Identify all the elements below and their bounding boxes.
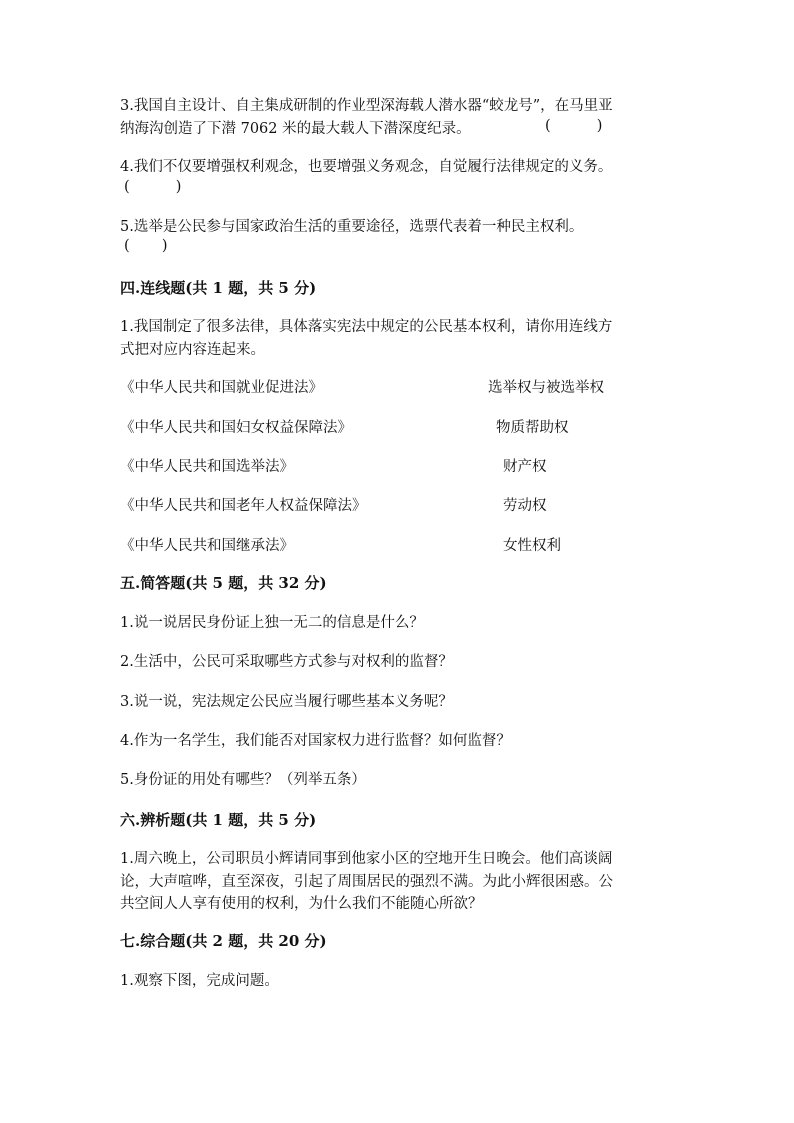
law-item: 《中华人民共和国继承法》 [120, 538, 294, 554]
judge-q3-answer-bracket[interactable]: ( ) [545, 118, 603, 134]
section7-q1: 1.观察下图，完成问题。 [120, 973, 279, 989]
right-item: 物质帮助权 [496, 420, 569, 436]
section5-question: 5.身份证的用处有哪些？（列举五条） [120, 772, 366, 788]
right-item: 女性权利 [503, 538, 561, 554]
section5-question: 4.作为一名学生，我们能否对国家权力进行监督？如何监督？ [120, 733, 511, 749]
right-item: 选举权与被选举权 [488, 380, 604, 396]
law-item: 《中华人民共和国妇女权益保障法》 [120, 420, 352, 436]
section7-heading: 七.综合题(共 2 题，共 20 分) [120, 932, 327, 950]
law-item: 《中华人民共和国就业促进法》 [120, 380, 323, 396]
section4-heading: 四.连线题(共 1 题，共 5 分) [120, 279, 317, 297]
section5-heading: 五.简答题(共 5 题，共 32 分) [120, 574, 327, 592]
section5-question: 3.说一说，宪法规定公民应当履行哪些基本义务呢？ [120, 694, 453, 710]
section5-question: 1.说一说居民身份证上独一无二的信息是什么？ [120, 615, 424, 631]
right-item: 劳动权 [503, 498, 547, 514]
section4-q1-line2: 式把对应内容连起来。 [120, 342, 265, 358]
law-item: 《中华人民共和国老年人权益保障法》 [120, 498, 367, 514]
judge-q5-line1: 5.选举是公民参与国家政治生活的重要途径，选票代表着一种民主权利。 [120, 219, 584, 235]
section6-q1-line2: 论，大声喧哗，直至深夜，引起了周围居民的强烈不满。为此小辉很困惑。公 [120, 874, 613, 890]
section4-q1-line1: 1.我国制定了很多法律，具体落实宪法中规定的公民基本权利，请你用连线方 [120, 319, 613, 335]
section5-question: 2.生活中，公民可采取哪些方式参与对权利的监督？ [120, 654, 453, 670]
law-item: 《中华人民共和国选举法》 [120, 459, 294, 475]
judge-q3-line1: 3.我国自主设计、自主集成研制的作业型深海载人潜水器“蛟龙号”，在马里亚 [120, 98, 613, 114]
judge-q3-line2: 纳海沟创造了下潜 7062 米的最大载人下潜深度纪录。 [120, 121, 471, 137]
section6-q1-line3: 共空间人人享有使用的权利，为什么我们不能随心所欲？ [120, 896, 483, 912]
judge-q4-line1: 4.我们不仅要增强权利观念，也要增强义务观念，自觉履行法律规定的义务。 [120, 159, 613, 175]
judge-q4-answer-bracket[interactable]: ( ) [124, 179, 182, 195]
judge-q5-answer-bracket[interactable]: ( ) [124, 238, 168, 254]
section6-heading: 六.辨析题(共 1 题，共 5 分) [120, 811, 317, 829]
right-item: 财产权 [503, 459, 547, 475]
section6-q1-line1: 1.周六晚上，公司职员小辉请同事到他家小区的空地开生日晚会。他们高谈阔 [120, 851, 613, 867]
